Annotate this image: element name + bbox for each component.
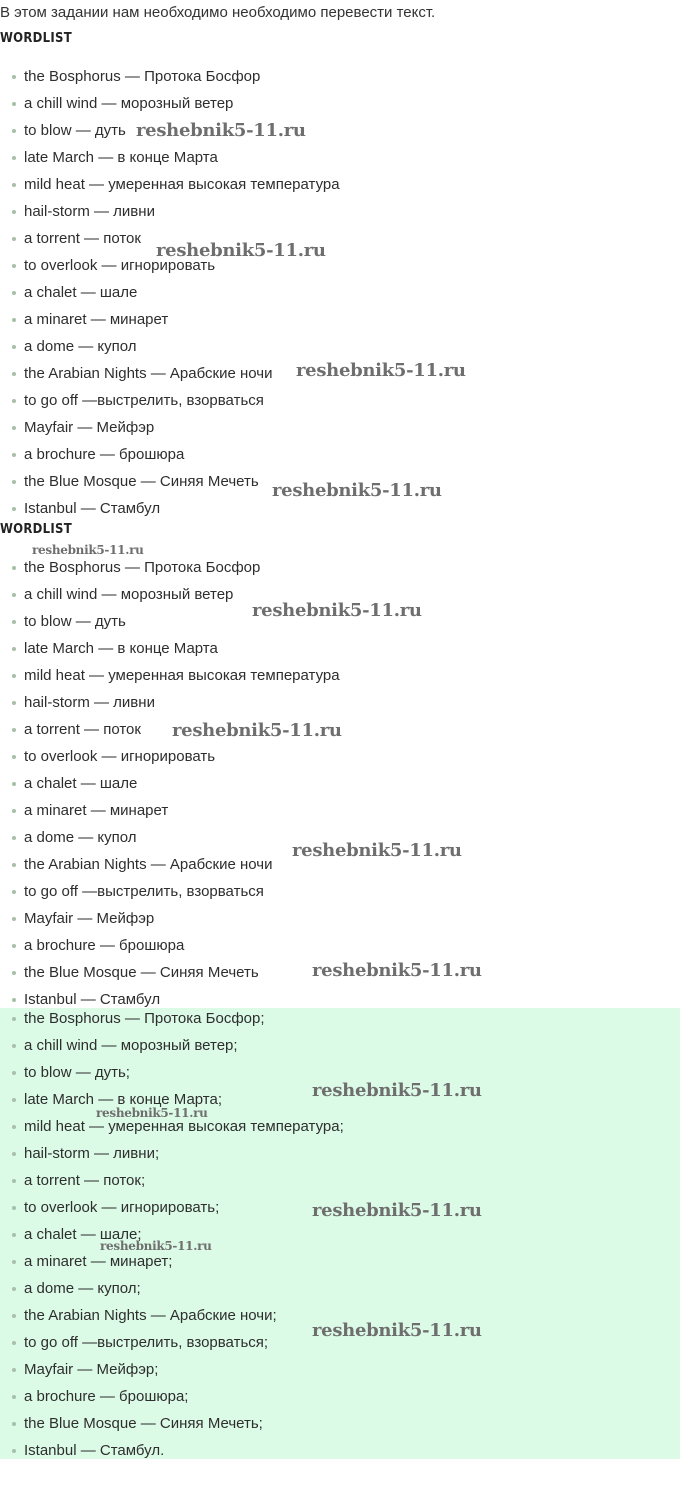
list-item: Mayfair — Мейфэр bbox=[0, 905, 680, 932]
wordlist-3 bbox=[0, 1005, 680, 1464]
watermark: reshebnik5-11.ru bbox=[156, 240, 326, 261]
list-item: a brochure — брошюра bbox=[0, 932, 680, 959]
list-item: a torrent — поток bbox=[0, 225, 680, 252]
watermark: reshebnik5-11.ru bbox=[296, 360, 466, 381]
list-item: mild heat — умеренная высокая температура bbox=[0, 171, 680, 198]
list-item: the Blue Mosque — Синяя Мечеть bbox=[0, 959, 680, 986]
list-item: a chalet — шале bbox=[0, 770, 680, 797]
list-item: a dome — купол bbox=[0, 824, 680, 851]
watermark: reshebnik5-11.ru bbox=[32, 543, 144, 557]
list-item: to overlook — игнорировать bbox=[0, 743, 680, 770]
list-item: a minaret — минарет bbox=[0, 797, 680, 824]
list-item: mild heat — умеренная высокая температура; bbox=[0, 1113, 680, 1140]
list-item: the Bosphorus — Протока Босфор bbox=[0, 554, 680, 581]
list-item: a dome — купол; bbox=[0, 1275, 680, 1302]
list-item: Istanbul — Стамбул. bbox=[0, 1437, 680, 1464]
list-item: a minaret — минарет; bbox=[0, 1248, 680, 1275]
list-item: to go off —выстрелить, взорваться bbox=[0, 878, 680, 905]
list-item: late March — в конце Марта; bbox=[0, 1086, 680, 1113]
list-item: Istanbul — Стамбул bbox=[0, 495, 680, 522]
list-item: mild heat — умеренная высокая температура bbox=[0, 662, 680, 689]
watermark: reshebnik5-11.ru bbox=[272, 480, 442, 501]
list-item: hail-storm — ливни bbox=[0, 198, 680, 225]
list-item: to blow — дуть; bbox=[0, 1059, 680, 1086]
wordlist-heading-2: WORDLIST bbox=[0, 522, 72, 537]
list-item: the Blue Mosque — Синяя Мечеть; bbox=[0, 1410, 680, 1437]
list-item: the Arabian Nights — Арабские ночи bbox=[0, 360, 680, 387]
list-item: the Arabian Nights — Арабские ночи bbox=[0, 851, 680, 878]
list-item: a torrent — поток; bbox=[0, 1167, 680, 1194]
list-item: to overlook — игнорировать; bbox=[0, 1194, 680, 1221]
list-item: to go off —выстрелить, взорваться; bbox=[0, 1329, 680, 1356]
list-item: a brochure — брошюра bbox=[0, 441, 680, 468]
wordlist-1 bbox=[0, 63, 680, 522]
list-item: the Blue Mosque — Синяя Мечеть bbox=[0, 468, 680, 495]
list-item: to blow — дуть bbox=[0, 608, 680, 635]
watermark: reshebnik5-11.ru bbox=[312, 1200, 482, 1221]
watermark: reshebnik5-11.ru bbox=[96, 1106, 208, 1120]
intro-text: В этом задании нам необходимо необходимо перевести текст. bbox=[0, 4, 436, 21]
list-item: to blow — дуть bbox=[0, 117, 680, 144]
list-item: a torrent — поток bbox=[0, 716, 680, 743]
list-item: the Bosphorus — Протока Босфор; bbox=[0, 1005, 680, 1032]
watermark: reshebnik5-11.ru bbox=[312, 1320, 482, 1341]
list-item: the Arabian Nights — Арабские ночи; bbox=[0, 1302, 680, 1329]
list-item: a chill wind — морозный ветер; bbox=[0, 1032, 680, 1059]
list-item: a chill wind — морозный ветер bbox=[0, 581, 680, 608]
watermark: reshebnik5-11.ru bbox=[172, 720, 342, 741]
list-item: to go off —выстрелить, взорваться bbox=[0, 387, 680, 414]
list-item: Istanbul — Стамбул bbox=[0, 986, 680, 1013]
watermark: reshebnik5-11.ru bbox=[292, 840, 462, 861]
list-item: Mayfair — Мейфэр bbox=[0, 414, 680, 441]
list-item: a chalet — шале; bbox=[0, 1221, 680, 1248]
list-item: late March — в конце Марта bbox=[0, 635, 680, 662]
list-item: late March — в конце Марта bbox=[0, 144, 680, 171]
watermark: reshebnik5-11.ru bbox=[312, 960, 482, 981]
watermark: reshebnik5-11.ru bbox=[252, 600, 422, 621]
list-item: a brochure — брошюра; bbox=[0, 1383, 680, 1410]
list-item: a minaret — минарет bbox=[0, 306, 680, 333]
wordlist-2 bbox=[0, 554, 680, 1013]
list-item: to overlook — игнорировать bbox=[0, 252, 680, 279]
wordlist-heading-1: WORDLIST bbox=[0, 31, 72, 46]
list-item: Mayfair — Мейфэр; bbox=[0, 1356, 680, 1383]
list-item: a chalet — шале bbox=[0, 279, 680, 306]
list-item: hail-storm — ливни; bbox=[0, 1140, 680, 1167]
list-item: a dome — купол bbox=[0, 333, 680, 360]
list-item: the Bosphorus — Протока Босфор bbox=[0, 63, 680, 90]
list-item: hail-storm — ливни bbox=[0, 689, 680, 716]
watermark: reshebnik5-11.ru bbox=[136, 120, 306, 141]
watermark: reshebnik5-11.ru bbox=[100, 1239, 212, 1253]
list-item: a chill wind — морозный ветер bbox=[0, 90, 680, 117]
watermark: reshebnik5-11.ru bbox=[312, 1080, 482, 1101]
